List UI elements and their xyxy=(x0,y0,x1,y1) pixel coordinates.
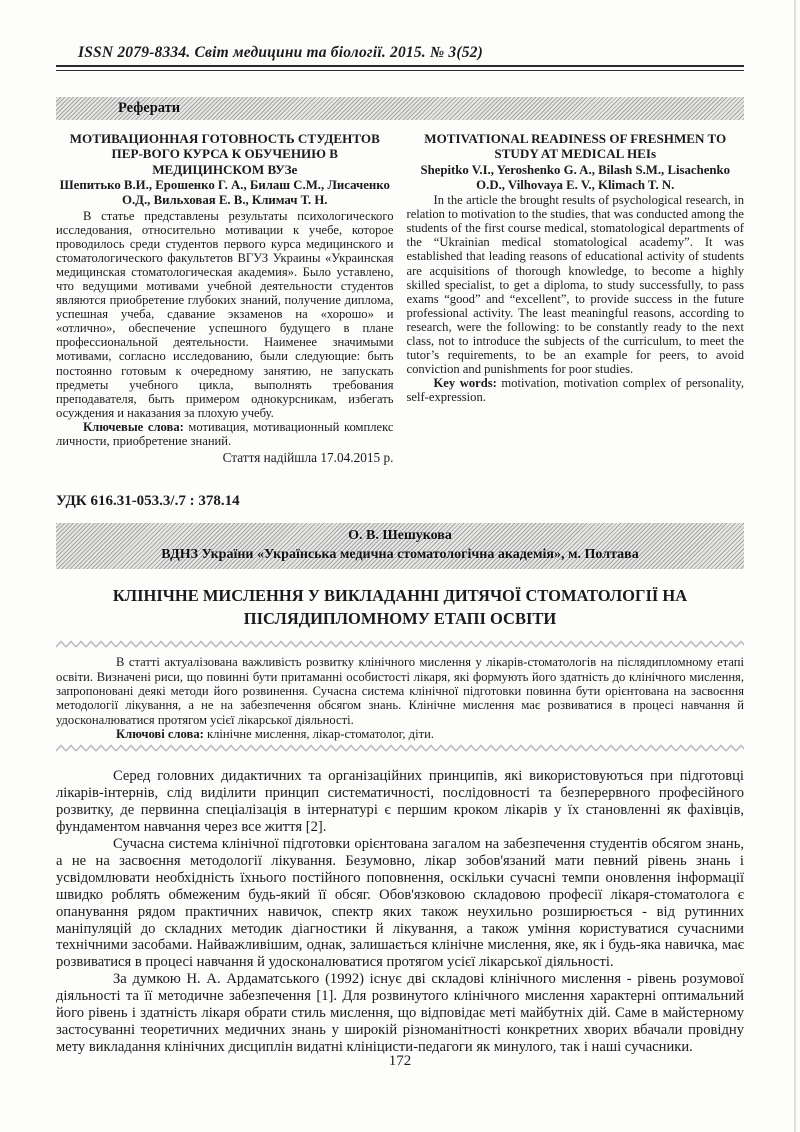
ru-abstract-title: МОТИВАЦИОННАЯ ГОТОВНОСТЬ СТУДЕНТОВ ПЕР-ВОГО КУРСА К ОБУЧЕНИЮ В МЕДИЦИНСКОМ ВУЗе xyxy=(69,131,380,177)
en-abstract-authors: Shepitko V.I., Yeroshenko G. A., Bilash S.M., Lisachenko O.D., Vilhovaya E. V., Klimach T. N. xyxy=(420,162,731,192)
abstract-column-russian xyxy=(56,131,394,466)
abstracts-two-columns xyxy=(56,131,744,466)
ru-keywords-label: Ключевые слова: xyxy=(83,419,184,434)
header-double-rule xyxy=(56,65,744,71)
body-paragraph: Сучасна система клінічної підготовки орієнтована загалом на забезпечення студентів обсягом знань, а не на засвоєння методології лікування. Безумовно, лікар зобов'язаний мати певний рівень знань і усвідомлювати необхідність їхнього постійного поповнення, оскільки сучасні темпи оновлення інформації швидко роблять обмеженим будь-який її обсяг. Обов'язковою складовою професії лікаря-стоматолога є опанування рядом практичних навичок, спектр яких також неухильно розширюється - від рутинних маніпуляцій до складних методик діагностики й лікування, а також уміння користуватися сучасними технічними засобами. Найважливішим, однак, залишається клінічне мислення, яке, як і будь-яка навичка, має розвиватися в процесі навчання й удосконалюватися протягом усієї лікарської діяльності. xyxy=(56,835,744,971)
referaty-section-banner xyxy=(56,97,744,120)
udk-code-line: УДК 616.31-053.3/.7 : 378.14 xyxy=(56,492,240,509)
zigzag-divider-bottom xyxy=(56,744,744,752)
en-abstract-title: MOTIVATIONAL READINESS OF FRESHMEN TO STUDY AT MEDICAL HEIs xyxy=(424,131,727,162)
ua-keywords-text: клінічне мислення, лікар-стоматолог, діти. xyxy=(203,726,434,741)
ua-keywords-label: Ключові слова: xyxy=(116,726,204,741)
body-paragraph: Серед головних дидактичних та організаційних принципів, які використовуються при підготовці лікарів-інтернів, слід виділити принцип систематичності, послідовності та безперервного професійного розвитку, де первинна спеціалізація в інтернатурі є першим кроком лікарів у їх становленні як фахівців, фундаментом навчання через все життя [2]. xyxy=(56,768,744,835)
body-paragraph: За думкою Н. А. Ардаматського (1992) існує дві складові клінічного мислення - рівень розумової діяльності та її методичне забезпечення [1]. Для розвинутого клінічного мислення характерні оптимальний його рівень і здатність лікаря обрати стиль мислення, що відповідає меті майбутніх дій. Саме в майстерному застосуванні теоретичних медичних знань у широкій різноманітності конкретних хворих вбачали провідну мету викладання клінічних дисциплін видатні клініцисти-педагоги як минулого, так і наші сучасники. xyxy=(56,971,744,1055)
article-affiliation: ВДНЗ України «Українська медична стоматологічна академія», м. Полтава xyxy=(161,546,639,562)
article-author: О. В. Шешукова xyxy=(348,528,452,544)
page-number: 172 xyxy=(388,1053,412,1069)
journal-issn-line: ISSN 2079-8334. Світ медицини та біології. 2015. № 3(52) xyxy=(78,44,483,61)
ru-abstract-authors: Шепитько В.И., Ерошенко Г. А., Билаш С.М., Лисаченко О.Д., Вильховая Е. В., Климач Т. Н. xyxy=(59,178,390,208)
received-date: Стаття надійшла 17.04.2015 р. xyxy=(222,450,394,466)
ua-abstract-keywords xyxy=(56,727,744,741)
ru-abstract-keywords xyxy=(56,420,394,448)
ua-abstract-paragraph: В статті актуалізована важливість розвитку клінічного мислення у лікарів-стоматологів на післядипломному етапі освіти. Визначені риси, що повинні бути притаманні особистості лікаря, які формують його здатність до клінічного мислення, запропоновані деякі методи його розвинення. Сучасна система клінічної підготовки повинна бути орієнтована на засвоєння методології лікування, а не на забезпечення обсягом знань. Клінічне мислення має розвиватися в процесі навчання й удосконалюватися протягом усієї лікарської діяльності. xyxy=(56,655,744,727)
en-abstract-body: In the article the brought results of psychological research, in relation to motivation to the studies, that was conducted among the students of the first course medical, stomatological departments of the “Ukrainian medical stomatological academy”. It was established that leading reasons of educational activity of students are acquisitions of thorough knowledge, to become a highly skilled specialist, to get a diploma, to study successfully, to pass exams “good” and “excellent”, to provide success in the future professional activity. The least meaningful reasons, according to research, were the following: to be constantly ready to the next class, not to introduce the subjects of the curriculum, to meet the tutor’s requirements, to be an example for peers, to avoid conviction and punishments for poor studies. xyxy=(406,193,745,377)
en-keywords-text: motivation, motivation complex of personality, self-expression. xyxy=(406,376,744,405)
referaty-banner-label: Реферати xyxy=(118,100,181,116)
en-keywords-label: Key words: xyxy=(433,376,497,391)
article-title: КЛІНІЧНЕ МИСЛЕННЯ У ВИКЛАДАННІ ДИТЯЧОЇ СТОМАТОЛОГІЇ НА ПІСЛЯДИПЛОМНОМУ ЕТАПІ ОСВІТИ xyxy=(112,585,688,629)
ru-abstract-body: В статье представлены результаты психологического исследования, относительно мотивации к учебе, которое проводилось среди студентов первого курса медицинского и стоматологического факультетов ВГУЗ Украины «Украинская медицинская стоматологическая академия». Было уставлено, что ведущими мотивами учебной деятельности студентов являются приобретение глубоких знаний, получение диплома, успешная учеба, сдавание экзаменов на «хорошо» и «отлично», обеспечение успешного будущего в плане профессиональной деятельности. Наименее значимыми мотивами, согласно исследованию, были следующие: быть постоянно готовым к очередному занятию, не запускать предметы учебного цикла, выполнять требования преподавателя, быть примером однокурсникам, избегать осуждения и наказания за плохую учебу. xyxy=(56,208,394,420)
abstract-column-english xyxy=(407,131,745,466)
zigzag-divider-top xyxy=(56,640,744,648)
article-author-banner xyxy=(56,523,744,569)
en-abstract-keywords xyxy=(407,376,745,404)
ukrainian-abstract-block xyxy=(56,655,744,741)
article-body-text xyxy=(56,768,744,1056)
ru-keywords-text: мотивация, мотивационный комплекс личности, приобретение знаний. xyxy=(56,419,394,448)
